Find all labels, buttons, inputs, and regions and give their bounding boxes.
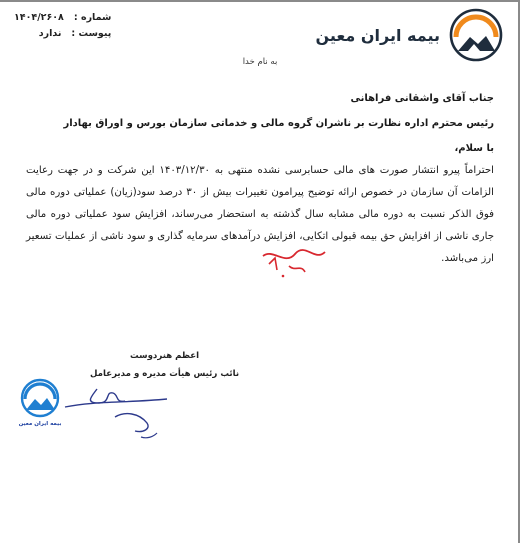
- seal-text: بیمه ایران معین: [18, 421, 62, 427]
- attachment-row: [14, 26, 111, 42]
- red-stamp-mark-icon: [255, 242, 335, 282]
- attachment-value: ندارد: [38, 28, 62, 39]
- addressee-block: [24, 86, 494, 161]
- letter-number-label: شماره :: [73, 12, 112, 23]
- letter-meta: [14, 10, 111, 42]
- signer-title: نائب رئیس هیأت مدیره و مدیرعامل: [90, 369, 240, 379]
- logo-emblem-icon: [448, 7, 504, 63]
- brand-name: بیمه ایران معین: [315, 25, 440, 45]
- handwritten-signature-icon: [55, 367, 175, 447]
- attachment-label: پیوست :: [71, 28, 112, 39]
- basmala-heading: به نام خدا: [242, 57, 278, 67]
- letter-number-value: ۱۴۰۴/۲۶۰۸: [14, 12, 64, 23]
- letter-body: احتراماً پیرو انتشار صورت های مالی حسابرسی نشده منتهی به ۱۴۰۳/۱۲/۳۰ این شرکت و در جهت رعایت الزامات آن سازمان در خصوص ارائه توضیح پیرامون تغییرات بیش از ۳۰ درصد سود(زیان) عملیاتی دوره مالی فوق الذکر نسبت به دوره مالی مشابه سال گذشته به استحضار می‌رساند، افزایش سود عملیاتی دوره مالی جاری ناشی از افزایش حق بیمه قبولی اتکایی، افزایش درآمدهای سرمایه گذاری و سود ناشی از عملیات تسعیر ارز می‌باشد.: [26, 165, 494, 264]
- letter-number-row: [14, 10, 111, 26]
- recipient-title: رئیس محترم اداره نظارت بر ناشران گروه مالی و خدماتی سازمان بورس و اوراق بهادار: [63, 118, 494, 129]
- recipient-name: جناب آقای واشقانی فراهانی: [350, 93, 494, 104]
- company-logo: [315, 7, 504, 63]
- signer-name: اعظم هنردوست: [130, 351, 200, 361]
- greeting: با سلام،: [454, 143, 494, 154]
